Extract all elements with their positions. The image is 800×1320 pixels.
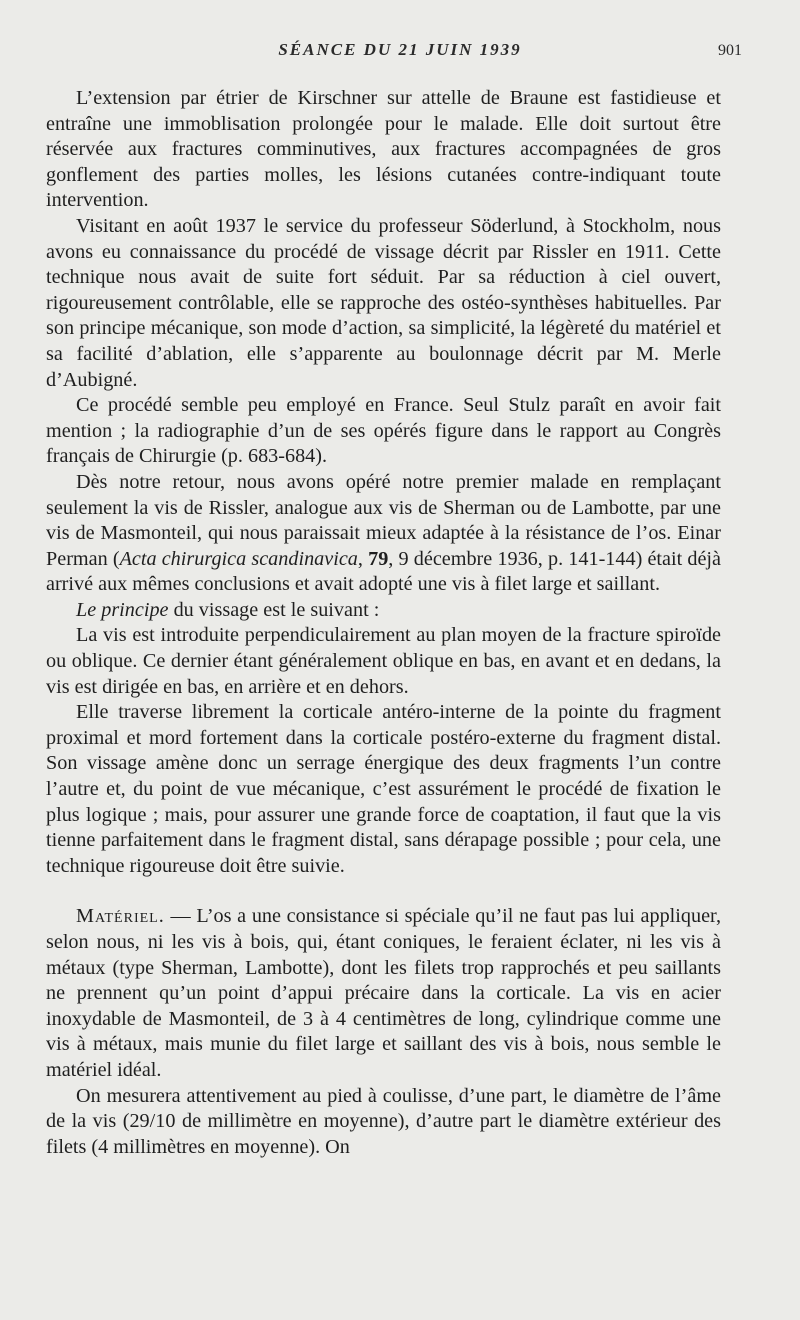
paragraph: La vis est introduite perpendiculairement au plan moyen de la fracture spiroïde ou oblique. Ce dernier étant généralement oblique en bas, en avant et en dedans, la vis est dirigée en bas, en arrière et en dehors.	[46, 624, 721, 698]
paragraph: Ce procédé semble peu employé en France. Seul Stulz paraît en avoir fait mention ; la radiographie d’un de ses opérés figure dans le rapport au Congrès français de Chirurgie (p. 683-684).	[46, 394, 721, 468]
emphasis-lead: Le principe	[76, 598, 169, 621]
journal-title: Acta chirurgica scandinavica	[119, 547, 358, 570]
page-header	[0, 40, 800, 62]
running-title: SÉANCE DU 21 JUIN 1939	[278, 40, 522, 59]
paragraph: Visitant en août 1937 le service du professeur Söderlund, à Stockholm, nous avons eu connaissance du procédé de vissage décrit par Rissler en 1911. Cette technique nous avait de suite fort séduit. Par sa réduction à ciel ouvert, rigoureusement contrôlable, elle se rapproche des ostéo-synthèses habituelles. Par son principe mécanique, son mode d’action, sa simplicité, la légèreté du matériel et sa facilité d’ablation, elle s’apparente au boulonnage décrit par M. Merle d’Aubigné.	[46, 214, 721, 391]
page-number: 901	[718, 42, 742, 59]
text-run: , 9 décembre 1936, p. 141-144) était déjà arrivé aux mêmes conclusions et avait adopté une vis à filet large et saillant.	[46, 547, 721, 596]
paragraph	[46, 470, 721, 598]
article-body	[46, 86, 721, 1160]
journal-volume: 79	[368, 547, 389, 570]
text-run: du vissage est le suivant :	[168, 598, 380, 621]
section-heading: Matériel.	[76, 905, 165, 928]
paragraph: Elle traverse librement la corticale antéro-interne de la pointe du fragment proximal et mord fortement dans la corticale postéro-externe du fragment distal. Son vissage amène donc un serrage énergique des deux fragments l’un contre l’autre et, du point de vue mécanique, c’est assurément le procédé de fixation le plus logique ; mais, pour assurer une grande force de coaptation, il faut que la vis tienne parfaitement dans le fragment distal, sans dérapage possible ; pour cela, une technique rigoureuse doit être suivie.	[46, 701, 721, 877]
text-run: ,	[357, 547, 369, 570]
paragraph: L’extension par étrier de Kirschner sur attelle de Braune est fastidieuse et entraîne une immoblisation prolongée pour le malade. Elle doit surtout être réservée aux fractures comminutives, aux fractures accompagnées de gros gonflement des parties molles, les lésions cutanées contre-indiquant toute intervention.	[46, 87, 721, 212]
paragraph: On mesurera attentivement au pied à coulisse, d’une part, le diamètre de l’âme de la vis (29/10 de millimètre en moyenne), d’autre part le diamètre extérieur des filets (4 millimètres en moyenne). On	[46, 1084, 721, 1158]
text-run: — L’os a une consistance si spéciale qu’il ne faut pas lui appliquer, selon nous, ni les vis à bois, qui, étant coniques, le feraient éclater, ni les vis à métaux (type Sherman, Lambotte), dont les filets trop rapprochés et peu saillants ne prennent qu’un point d’appui précaire dans la corticale. La vis en acier inoxydable de Masmonteil, de 3 à 4 centimètres de long, cylindrique comme une vis à métaux, mais munie du filet large et saillant des vis à bois, nous semble le matériel idéal.	[46, 905, 721, 1081]
text-run: Dès notre retour, nous avons opéré notre premier malade en remplaçant seulement la vis de Rissler, analogue aux vis de Sherman ou de Lambotte, par une vis de Masmonteil, qui nous paraissait mieux adaptée à la résistance de l’os. Einar Perman (	[46, 470, 721, 570]
paragraph	[46, 598, 721, 624]
paragraph	[46, 904, 721, 1083]
